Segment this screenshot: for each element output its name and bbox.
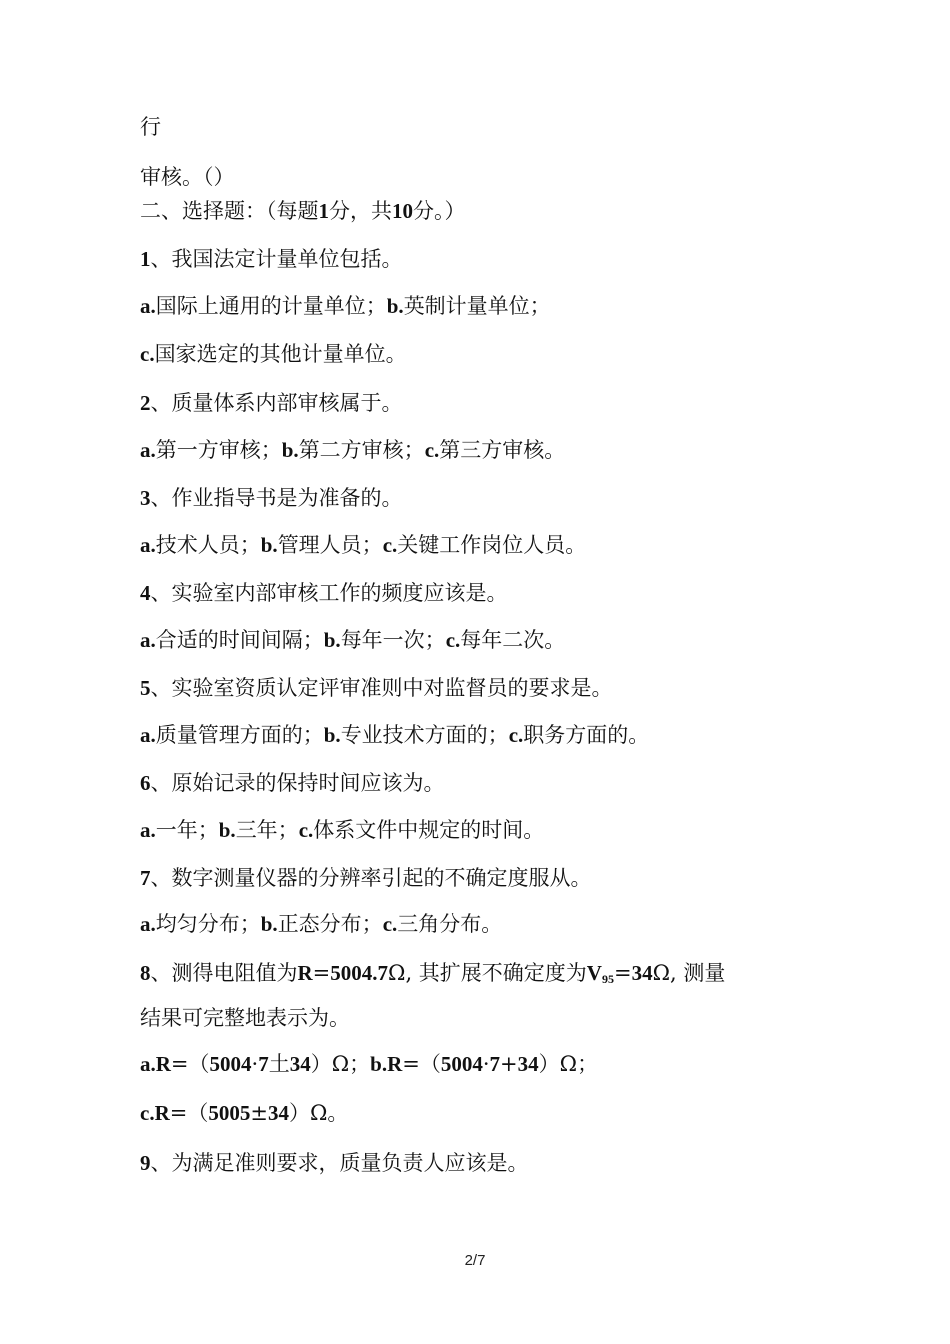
question-6-options: a.一年；b.三年；c.体系文件中规定的时间。 [140, 818, 545, 842]
prev-question-tail-line2: 审核。（） [140, 165, 235, 189]
page-number: 2/7 [464, 1252, 486, 1269]
question-8-options-ab: a.R=（5004·7土34）Ω；b.R=（5004·7+34）Ω； [140, 1052, 599, 1076]
question-5-options: a.质量管理方面的；b.专业技术方面的；c.职务方面的。 [140, 723, 650, 747]
question-2: 2、质量体系内部审核属于。 [140, 391, 403, 415]
question-3-options: a.技术人员；b.管理人员；c.关键工作岗位人员。 [140, 533, 587, 557]
question-5: 5、实验室资质认定评审准则中对监督员的要求是。 [140, 676, 613, 700]
question-8-line2: 结果可完整地表示为。 [140, 1006, 350, 1030]
section-heading: 二、选择题：（每题1分，共10分。） [140, 199, 466, 223]
question-1-option-c: c.国家选定的其他计量单位。 [140, 342, 407, 366]
question-7-options: a.均匀分布；b.正态分布；c.三角分布。 [140, 912, 503, 936]
question-4: 4、实验室内部审核工作的频度应该是。 [140, 581, 508, 605]
prev-question-tail-line1: 行 [140, 115, 161, 139]
question-1-options-ab: a.国际上通用的计量单位；b.英制计量单位； [140, 294, 551, 318]
question-8: 8、测得电阻值为R=5004.7Ω, 其扩展不确定度为$V_{95}=34\Omega$, 测量 [140, 961, 726, 986]
question-6: 6、原始记录的保持时间应该为。 [140, 771, 445, 795]
question-7: 7、数字测量仪器的分辨率引起的不确定度服从。 [140, 866, 592, 890]
question-1: 1、我国法定计量单位包括。 [140, 247, 403, 271]
question-3: 3、作业指导书是为准备的。 [140, 486, 403, 510]
question-9: 9、为满足准则要求，质量负责人应该是。 [140, 1151, 529, 1175]
question-8-option-c: c.R=（5005±34）Ω。 [140, 1101, 349, 1125]
question-4-options: a.合适的时间间隔；b.每年一次；c.每年二次。 [140, 628, 566, 652]
question-2-options: a.第一方审核；b.第二方审核；c.第三方审核。 [140, 438, 566, 462]
